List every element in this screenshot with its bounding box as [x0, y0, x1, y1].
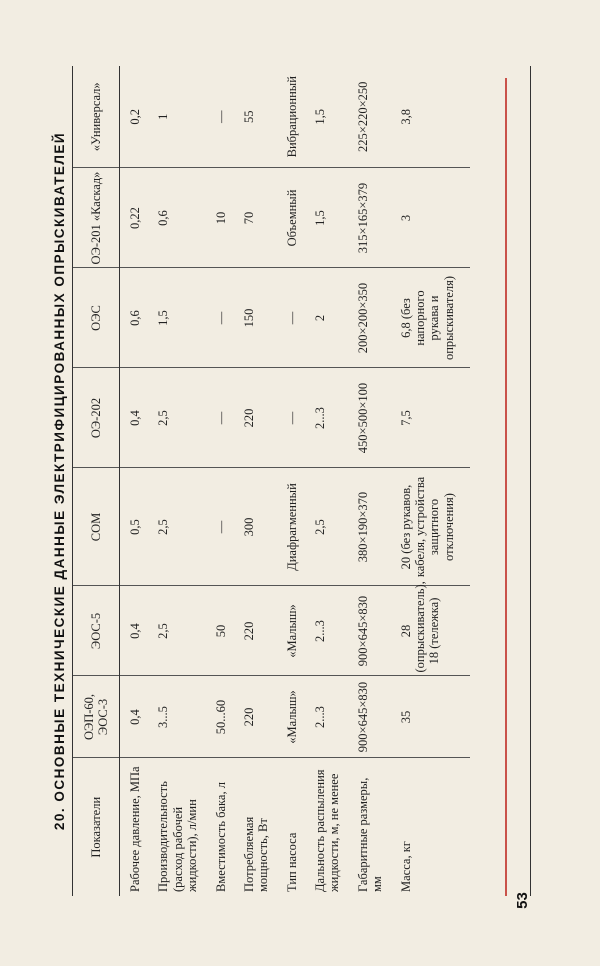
- table-cell: 70: [234, 168, 277, 268]
- table-cell: 0,22: [120, 168, 149, 268]
- table-cell: 220: [234, 676, 277, 758]
- table-cell: Вибрационный: [277, 66, 305, 168]
- header-cell: ОЭП-60, ЭОС-3: [73, 676, 120, 758]
- row-label: Дальность распыления жидкости, м, не менее: [313, 769, 342, 892]
- table-row: [348, 66, 391, 896]
- table-cell: 2,5: [148, 586, 205, 676]
- table-cell: 315×165×379: [348, 168, 391, 268]
- table-cell: 150: [234, 268, 277, 368]
- row-label: Производительность (расход рабочей жидкости), л/мин: [156, 781, 200, 892]
- table-cell: 0,4: [120, 676, 149, 758]
- table-cell: 3: [391, 168, 471, 268]
- table-cell: 0,4: [120, 586, 149, 676]
- table-cell: 1,5: [305, 168, 348, 268]
- table-row: [391, 66, 471, 896]
- table-cell: 900×645×830: [348, 586, 391, 676]
- table-title: 20. ОСНОВНЫЕ ТЕХНИЧЕСКИЕ ДАННЫЕ ЭЛЕКТРИФИЦИРОВАННЫХ ОПРЫСКИВАТЕЛЕЙ: [52, 131, 67, 831]
- table-cell: —: [206, 368, 234, 468]
- header-cell: Показатели: [73, 758, 120, 896]
- table-row: [234, 66, 277, 896]
- page-number: 53: [513, 892, 531, 909]
- table-cell: 0,2: [120, 66, 149, 168]
- table-cell: 20 (без рукавов, кабеля, устройства защитного отключения): [391, 468, 471, 586]
- table-cell: 55: [234, 66, 277, 168]
- table-body: [120, 66, 471, 896]
- table-cell: 220: [234, 368, 277, 468]
- table-cell: 10: [206, 168, 234, 268]
- table-cell: —: [206, 66, 234, 168]
- page-edge-line: [505, 78, 507, 896]
- table-cell: 0,6: [120, 268, 149, 368]
- table-cell: 380×190×370: [348, 468, 391, 586]
- table-row: [305, 66, 348, 896]
- header-cell: ОЭ-201 «Каскад»: [73, 168, 120, 268]
- table-cell: 900×645×830: [348, 676, 391, 758]
- table-cell: 6,8 (без напорного рукава и опрыскивателя): [391, 268, 471, 368]
- table-row: [277, 66, 305, 896]
- row-label: Потребляемая мощность, Вт: [241, 816, 271, 892]
- table-cell: 3,8: [391, 66, 471, 168]
- table-cell: 7,5: [391, 368, 471, 468]
- table-row: [120, 66, 149, 896]
- table-cell: 1,5: [148, 268, 205, 368]
- table-cell: 450×500×100: [348, 368, 391, 468]
- table-cell: 1: [148, 66, 205, 168]
- table-cell: 2...3: [305, 676, 348, 758]
- table-cell: 2,5: [148, 468, 205, 586]
- table-cell: 50...60: [206, 676, 234, 758]
- table-cell: —: [206, 268, 234, 368]
- table-cell: 225×220×250: [348, 66, 391, 168]
- rotated-page: [52, 66, 562, 896]
- table-cell: 0,5: [120, 468, 149, 586]
- table-cell: —: [277, 368, 305, 468]
- table-cell: 2,5: [148, 368, 205, 468]
- table-cell: —: [206, 468, 234, 586]
- row-label: Габаритные размеры, мм: [355, 777, 385, 892]
- specs-table: [72, 66, 470, 896]
- table-cell: «Малыш»: [277, 586, 305, 676]
- table-cell: 0,4: [120, 368, 149, 468]
- row-label: Рабочее давление, МПа: [128, 766, 142, 892]
- table-cell: 200×200×350: [348, 268, 391, 368]
- table-cell: 300: [234, 468, 277, 586]
- row-label: Вместимость бака, л: [213, 782, 228, 892]
- header-cell: ОЭС: [73, 268, 120, 368]
- header-cell: СОМ: [73, 468, 120, 586]
- row-label: Тип насоса: [284, 832, 299, 892]
- table-cell: 1,5: [305, 66, 348, 168]
- table-row: [206, 66, 234, 896]
- table-cell: 2,5: [305, 468, 348, 586]
- table-cell: Объемный: [277, 168, 305, 268]
- table-cell: —: [277, 268, 305, 368]
- table-cell: 2: [305, 268, 348, 368]
- table-header: [73, 66, 120, 896]
- table-cell: 220: [234, 586, 277, 676]
- header-cell: ЭОС-5: [73, 586, 120, 676]
- row-label: Масса, кг: [398, 841, 413, 892]
- header-cell: ОЭ-202: [73, 368, 120, 468]
- table-row: [148, 66, 205, 896]
- table-cell: 28 (опрыскиватель), 18 (тележка): [391, 586, 471, 676]
- table-cell: 3...5: [148, 676, 205, 758]
- table-cell: 2...3: [305, 368, 348, 468]
- table-cell: Диафрагменный: [277, 468, 305, 586]
- table-cell: 50: [206, 586, 234, 676]
- table-cell: 2...3: [305, 586, 348, 676]
- table-cell: 35: [391, 676, 471, 758]
- table-cell: «Малыш»: [277, 676, 305, 758]
- table-bottom-rule: [530, 66, 531, 896]
- table-cell: 0,6: [148, 168, 205, 268]
- header-cell: «Универсал»: [73, 66, 120, 168]
